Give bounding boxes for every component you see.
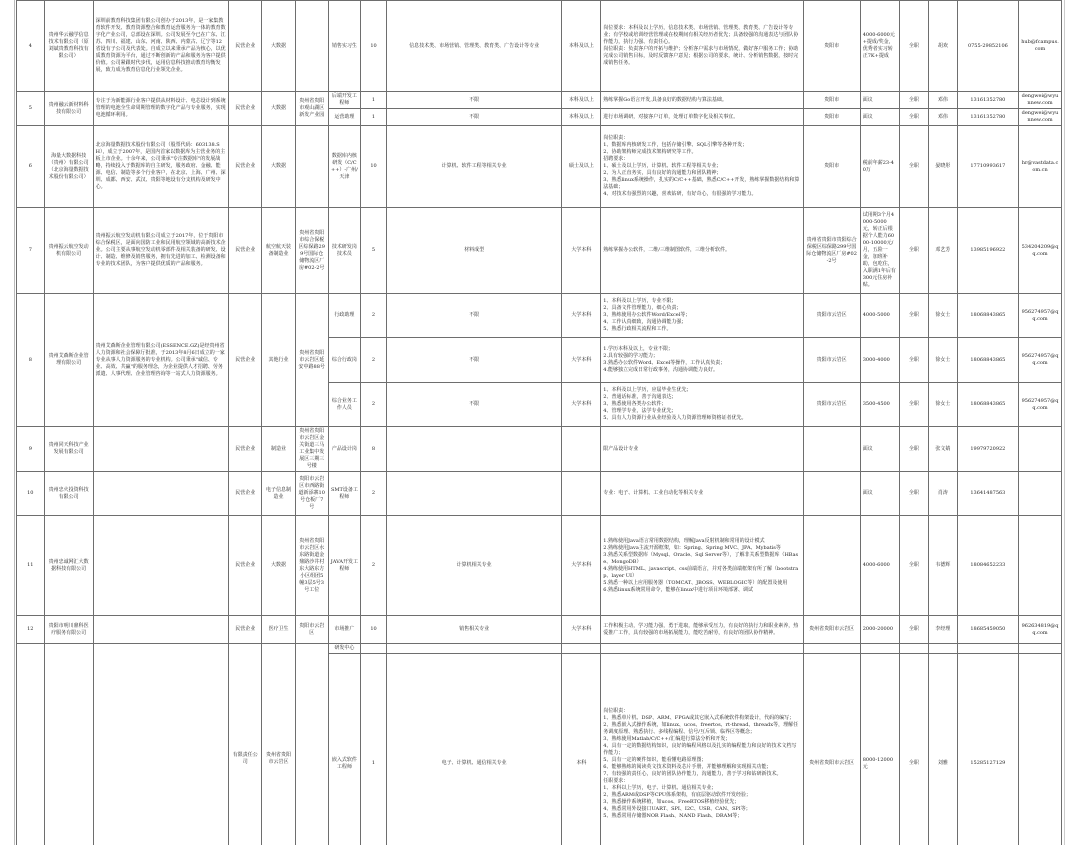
company-address: 贵阳市云岩区 xyxy=(295,616,328,644)
row-number xyxy=(17,644,45,845)
job-type: 全职 xyxy=(899,294,929,338)
job-location: 贵州省贵阳市云岩区 xyxy=(803,654,860,845)
job-education: 大学本科 xyxy=(562,208,601,294)
job-headcount: 10 xyxy=(361,616,387,644)
table-row xyxy=(17,294,1062,338)
company-address xyxy=(295,126,328,208)
job-location: 贵州省贵阳市云岩区 xyxy=(803,616,860,644)
job-type: 全职 xyxy=(899,208,929,294)
company-address: 贵州省贵阳市云岩区金关街道三马工业集中发展区三期三号楼 xyxy=(295,427,328,472)
contact-phone: 13161352780 xyxy=(957,92,1018,109)
job-type: 全职 xyxy=(899,516,929,616)
job-location: 贵阳市 xyxy=(803,109,860,126)
company-industry: 制造业 xyxy=(262,427,296,472)
job-headcount: 2 xyxy=(361,516,387,616)
job-salary: 试用期3个月4000-5000元，转正后根据个人能力6000-10000元/月，五险一金，加班补助，包吃住，入职满1年后有300元住房补贴。 xyxy=(860,208,899,294)
company-industry: 大数据 xyxy=(262,126,296,208)
contact-email: 956274957@qq.com xyxy=(1019,294,1062,338)
job-headcount: 2 xyxy=(361,338,387,383)
company-nature: 民营企业 xyxy=(229,92,262,126)
job-headcount: 1 xyxy=(361,654,387,845)
job-requirements: 熟练掌握办公软件，二维/三维制图软件，三维分析软件。 xyxy=(601,208,803,294)
job-title: 嵌入式软件工程师 xyxy=(328,654,361,845)
job-location xyxy=(803,516,860,616)
job-requirements: 1、本科及以上学历，专业不限； 2、具备文件管理能力，细心负责； 3、熟练使用办公软件Word/Excel等； 4、工作认真细致，沟通协调能力强； 5、熟悉行政相关流程和工作。 xyxy=(601,294,803,338)
company-nature: 民营企业 xyxy=(229,126,262,208)
row-number: 5 xyxy=(17,92,45,126)
job-education: 大学本科 xyxy=(562,338,601,383)
job-title: 市场推广 xyxy=(328,616,361,644)
job-title: SMT设备工程师 xyxy=(328,472,361,516)
row-number: 10 xyxy=(17,472,45,516)
job-salary: 面议 xyxy=(860,427,899,472)
company-name: 贵州融云新材料科技有限公司 xyxy=(44,92,93,126)
job-requirements xyxy=(601,644,803,654)
job-requirements: 工作积极主动，学习能力强，勇于进取，能够承受压力，有良好的执行力和职业素养，热爱推广工作，具有较强的市场拓展能力，能吃苦耐劳，有良好的团队协作精神。 xyxy=(601,616,803,644)
contact-phone: 18068843865 xyxy=(957,294,1018,338)
contact-person: 刘雅 xyxy=(929,654,958,845)
job-requirements: 专业：电子、计算机、工业自动化等相关专业 xyxy=(601,472,803,516)
contact-phone: 18068843865 xyxy=(957,383,1018,427)
job-requirements: 进行市场调研，对接客户订单，处理订单数字化及相关事宜。 xyxy=(601,109,803,126)
contact-phone xyxy=(957,644,1018,654)
company-intro: 北京海量数据技术股份有限公司（股票代码：603138.SH），成立于2007年，是国内首家以数据库为主营业务的主板上市企业。十余年来，公司秉承"专注数据库"的发展战略，持续投入于数据库的自主研发，服务政府、金融、能源、电信、制造等多个行业客户，在北京、上海、广州、深圳、成都、西安、武汉、贵阳等地设有分支机构及研发中心。 xyxy=(93,126,229,208)
job-major: 计算机相关专业 xyxy=(386,516,562,616)
right-margin-line xyxy=(1064,0,1065,845)
contact-email xyxy=(1019,427,1062,472)
contact-person xyxy=(929,644,958,654)
company-industry: 航空航天装备制造业 xyxy=(262,208,296,294)
job-location xyxy=(803,644,860,654)
contact-person: 徐女士 xyxy=(929,383,958,427)
job-location: 贵阳市 xyxy=(803,92,860,109)
contact-email xyxy=(1019,516,1062,616)
job-location: 贵阳市 xyxy=(803,126,860,208)
job-title: 综合业务工作人员 xyxy=(328,383,361,427)
job-headcount xyxy=(361,644,387,654)
job-salary: 4000-6000元+提成/奖金，优秀者实习转正7K+提成 xyxy=(860,1,899,92)
contact-email xyxy=(1019,472,1062,516)
company-name: 贵州振云航空发动机有限公司 xyxy=(44,208,93,294)
job-salary: 3500-4500 xyxy=(860,383,899,427)
contact-phone: 18068843865 xyxy=(957,338,1018,383)
job-type xyxy=(899,644,929,654)
job-education: 大学本科 xyxy=(562,516,601,616)
job-salary: 3000-4000 xyxy=(860,338,899,383)
contact-email xyxy=(1019,644,1062,654)
contact-person: 徐女士 xyxy=(929,294,958,338)
company-intro: 深圳前教育科技集团有限公司创办于2013年，是一家集教育软件开发、教育资源整合和教育运营服务为一体的教育数字化产业公司，总部设在深圳。公司发展至今已在广东、江苏、四川、福建、山东、河南、陕西、内蒙古、辽宁等12省设有子公司及代表处。自成立以来秉承产品为核心，以优质教育资源为平台，通过不断创新的产品和服务为客户提供价值。公司紧跟时代步伐，运用信息科技推动教育均衡发展，致力成为教育信息化行业领先企业。 xyxy=(93,1,229,92)
job-type: 全职 xyxy=(899,338,929,383)
company-intro: 专注于为新能源行业客户提供从材料设计、电芯设计到系统管理的电池全生命周期管理的数字化产品与专业服务，实现电池循环利用。 xyxy=(93,92,229,126)
company-industry: 大数据 xyxy=(262,92,296,126)
company-name xyxy=(44,644,93,845)
job-headcount: 2 xyxy=(361,472,387,516)
job-major: 电子、计算机、通信相关专业 xyxy=(386,654,562,845)
company-address: 贵阳市云岩区市西路街道新添寨10号仓板厂7号 xyxy=(295,472,328,516)
contact-email: hr@vastdata.com.cn xyxy=(1019,126,1062,208)
job-headcount: 10 xyxy=(361,1,387,92)
contact-person: 晏晓彤 xyxy=(929,126,958,208)
job-requirements: 1.熟练使用Java语言常用数据结构，理解Java反射机制和常用的设计模式 2.熟练使用Java主流开源框架，如：Spring、Spring MVC、JPA、Mybatis等 3.熟悉关系型数据库（Mysql、Oracle、Sql Server等），了解非关系型数据库（HBase、MongoDB） 4.熟练使用HTML、javascript、css前端语言，并对各类前端框架有所了解（bootstrap、layer UI） 5.熟悉一种以上应用服务器（TOMCAT、JBOSS、WEBLOGIC等）的配置及使用 6.熟悉linux系统常用命令，能够在linux中进行项目环境部署、调试 xyxy=(601,516,803,616)
company-address: 贵州省贵阳市观山湖区新发产业园 xyxy=(295,92,328,126)
job-major: 不限 xyxy=(386,338,562,383)
table-row xyxy=(17,427,1062,472)
job-salary: 4000-6000 xyxy=(860,516,899,616)
company-name: 贵阳市明川鼎科医疗服务有限公司 xyxy=(44,616,93,644)
job-requirements: 1.学历本科及以上，专业不限； 2.具有较强的学习能力； 3.熟悉办公软件Word、Excel等操作，工作认真负责； 4.能够独立完成日常行政事务，沟通协调能力良好。 xyxy=(601,338,803,383)
job-title: 后端开发工程师 xyxy=(328,92,361,109)
job-location: 贵阳市云岩区 xyxy=(803,338,860,383)
contact-phone: 18685459050 xyxy=(957,616,1018,644)
company-industry: 大数据 xyxy=(262,516,296,616)
company-intro xyxy=(93,472,229,516)
job-education: 硕士及以上 xyxy=(562,126,601,208)
job-salary: 面议 xyxy=(860,92,899,109)
job-education: 本科 xyxy=(562,654,601,845)
job-salary: 税前年薪23-40万 xyxy=(860,126,899,208)
contact-person: 李经理 xyxy=(929,616,958,644)
row-number: 6 xyxy=(17,126,45,208)
job-education: 本科及以上 xyxy=(562,109,601,126)
job-major: 不限 xyxy=(386,109,562,126)
job-major xyxy=(386,427,562,472)
job-type: 全职 xyxy=(899,1,929,92)
job-requirements: 1、本科及以上学历，应届毕业生优先； 2、普通话标准，善于沟通表达； 3、熟悉使用各类办公软件； 4、管理学专业，法学专业优先； 5、具有人力资源行业从业经验及人力资源管理师资格证者优先。 xyxy=(601,383,803,427)
job-type: 全职 xyxy=(899,109,929,126)
table-row xyxy=(17,516,1062,616)
contact-person: 胡欢 xyxy=(929,1,958,92)
table-row xyxy=(17,472,1062,516)
table-row xyxy=(17,126,1062,208)
contact-person: 张文婧 xyxy=(929,427,958,472)
job-education: 本科及以上 xyxy=(562,92,601,109)
company-intro: 贵州振云航空发动机有限公司成立于2017年，位于贵阳市综合保税区，是面向国防工业和民用航空领域的高新技术企业。公司主要从事航空发动机零部件及相关装备的研发、设计、制造、维修及销售服务，拥有先进的加工、检测设备和专业的技术团队，为客户提供优质的产品和服务。 xyxy=(93,208,229,294)
job-location: 贵州省贵阳市贵阳综合保税区综保路299号国际仓储物流区厂房#02-2号 xyxy=(803,208,860,294)
job-major: 不限 xyxy=(386,294,562,338)
company-address xyxy=(295,1,328,92)
job-type: 全职 xyxy=(899,383,929,427)
job-requirements: 岗位职责： 1、数据库内核研发工作，包括存储引擎、SQL引擎等各种开发； 2、协助架构师完成技术架构研究等工作。 招聘要求： 1、硕士及以上学历，计算机、软件工程等相关专业； 2、为人正直务实，具有良好的沟通能力和团队精神； 3、熟悉linux系统操作，扎实的C/C++基础，熟悉C/C++开发，熟练掌握数据结构和算法基础； 4、对技术有强烈的兴趣，喜欢钻研，有好奇心，有很强的学习能力。 xyxy=(601,126,803,208)
job-major: 销售相关专业 xyxy=(386,616,562,644)
table-row xyxy=(17,1,1062,92)
company-intro xyxy=(93,616,229,644)
company-industry: 医疗卫生 xyxy=(262,616,296,644)
contact-person: 肖涛 xyxy=(929,472,958,516)
job-salary: 2000-20000 xyxy=(860,616,899,644)
job-requirements: 限产品设计专业 xyxy=(601,427,803,472)
job-title: 产品设计岗 xyxy=(328,427,361,472)
contact-phone: 13985196922 xyxy=(957,208,1018,294)
company-nature: 民营企业 xyxy=(229,294,262,427)
job-salary: 面议 xyxy=(860,109,899,126)
contact-phone: 15285127129 xyxy=(957,654,1018,845)
company-nature: 民营企业 xyxy=(229,1,262,92)
job-major: 不限 xyxy=(386,383,562,427)
table-row xyxy=(17,644,1062,654)
contact-phone: 13161352780 xyxy=(957,109,1018,126)
job-major: 材料成型 xyxy=(386,208,562,294)
job-education: 大学本科 xyxy=(562,294,601,338)
contact-email xyxy=(1019,654,1062,845)
company-intro xyxy=(93,516,229,616)
contact-email: 956274957@qq.com xyxy=(1019,338,1062,383)
company-name: 贵州华云融学信息技术有限公司（原刘斌贵教育科技有限公司） xyxy=(44,1,93,92)
job-type: 全职 xyxy=(899,654,929,845)
contact-phone: 17710993617 xyxy=(957,126,1018,208)
company-name: 贵州忠诚网汇大数据科技有限公司 xyxy=(44,516,93,616)
job-title: 研发中心 xyxy=(328,644,361,654)
left-margin-line xyxy=(14,0,15,845)
contact-person: 邓伟 xyxy=(929,109,958,126)
company-nature: 民营企业 xyxy=(229,472,262,516)
company-intro xyxy=(93,427,229,472)
contact-person: 邓伟 xyxy=(929,92,958,109)
company-nature: 民营企业 xyxy=(229,208,262,294)
job-title: 数据库内核研发（C/C++）-广州/天津 xyxy=(328,126,361,208)
job-major xyxy=(386,644,562,654)
job-location xyxy=(803,427,860,472)
job-major: 信息技术类、市场营销、管理类、教育类、广告设计等专业 xyxy=(386,1,562,92)
company-industry: 贵州省贵阳市云岩区 xyxy=(262,644,296,845)
company-address: 贵州省贵阳市云岩区水东路街道金鼎路沙井村东大路东方小区组团5幢3层5号3号工位 xyxy=(295,516,328,616)
job-requirements: 岗位要求：本科及以上学历，信息技术类、市场营销、管理类、教育类、广告设计等专业；有学校或培训经营管理或在校期间有相关经历者优先；具备较强的沟通表达与团队协作能力，执行力强、有责任心。 岗位职责：负责客户的开拓与维护；分析客户需求与市场情况，做好客户服务工作；协助完成公司销售目标，及时反馈客户意见；根据公司的要求，统计、分析销售数据，按时完成销售任务。 xyxy=(601,1,803,92)
table-row xyxy=(17,92,1062,109)
job-type: 全职 xyxy=(899,472,929,516)
contact-email: dengwei@wyunnew.com xyxy=(1019,109,1062,126)
contact-phone: 19979720922 xyxy=(957,427,1018,472)
job-headcount: 5 xyxy=(361,208,387,294)
job-type: 全职 xyxy=(899,126,929,208)
job-major: 不限 xyxy=(386,92,562,109)
contact-email: dengwei@wyunnew.com xyxy=(1019,92,1062,109)
company-address: 贵州省贵阳市综合保税区综保路299号国际仓储物流区厂房#02-2号 xyxy=(295,208,328,294)
contact-email: 962634819@qq.com xyxy=(1019,616,1062,644)
job-education xyxy=(562,427,601,472)
contact-email: 534204209@qq.com xyxy=(1019,208,1062,294)
contact-email: hub@fcampus.com xyxy=(1019,1,1062,92)
job-salary: 4000-5000 xyxy=(860,294,899,338)
job-education xyxy=(562,472,601,516)
contact-email: 956274957@qq.com xyxy=(1019,383,1062,427)
job-headcount: 10 xyxy=(361,126,387,208)
job-major: 计算机、软件工程等相关专业 xyxy=(386,126,562,208)
job-headcount: 2 xyxy=(361,294,387,338)
job-salary: 面议 xyxy=(860,472,899,516)
job-education: 本科及以上 xyxy=(562,1,601,92)
contact-person: 徐女士 xyxy=(929,338,958,383)
company-address: 贵州省贵阳市云岩区延安中路88号 xyxy=(295,294,328,427)
company-intro: 贵州艾森斯企业管理有限公司(ESSENCE.GZ)是经贵州省人力资源和社会保障厅批准，于2013年8月6日成立的一家专业从事人力资源服务的专业机构。公司秉承"诚信、专业、高效、共赢"的服务理念，为企业提供人才招聘、劳务派遣、人事代理、企业管理咨询等一站式人力资源服务。 xyxy=(93,294,229,427)
job-salary xyxy=(860,644,899,654)
job-headcount: 2 xyxy=(361,383,387,427)
job-major xyxy=(386,472,562,516)
company-nature: 民营企业 xyxy=(229,516,262,616)
row-number: 7 xyxy=(17,208,45,294)
company-intro xyxy=(93,644,229,845)
job-headcount: 8 xyxy=(361,427,387,472)
company-industry: 电子信息制造业 xyxy=(262,472,296,516)
job-location: 贵阳市云岩区 xyxy=(803,383,860,427)
row-number: 12 xyxy=(17,616,45,644)
job-type: 全职 xyxy=(899,92,929,109)
contact-phone: 13641487563 xyxy=(957,472,1018,516)
company-name: 贵州艾森斯企业管理有限公司 xyxy=(44,294,93,427)
job-title: JAVA开发工程师 xyxy=(328,516,361,616)
recruitment-table xyxy=(16,0,1062,845)
company-name: 贵州忠火投资科技有限公司 xyxy=(44,472,93,516)
job-education: 大学本科 xyxy=(562,616,601,644)
job-salary: 8000-12000元 xyxy=(860,654,899,845)
row-number: 8 xyxy=(17,294,45,427)
company-industry: 其他行业 xyxy=(262,294,296,427)
company-name: 贵州同天科技产业发展有限公司 xyxy=(44,427,93,472)
row-number: 4 xyxy=(17,1,45,92)
job-title: 销售实习生 xyxy=(328,1,361,92)
job-type: 全职 xyxy=(899,616,929,644)
job-headcount: 1 xyxy=(361,109,387,126)
contact-phone: 0755-29852106 xyxy=(957,1,1018,92)
contact-person: 韦德辉 xyxy=(929,516,958,616)
job-title: 技术研发岗技术员 xyxy=(328,208,361,294)
job-type: 全职 xyxy=(899,427,929,472)
company-industry: 大数据 xyxy=(262,1,296,92)
job-location: 贵阳市 xyxy=(803,1,860,92)
job-title: 综合行政岗 xyxy=(328,338,361,383)
company-nature: 有限责任公司 xyxy=(229,644,262,845)
job-requirements: 熟练掌握Go语言开发,具备良好的数据结构与算法基础。 xyxy=(601,92,803,109)
job-location: 贵阳市云岩区 xyxy=(803,294,860,338)
row-number: 11 xyxy=(17,516,45,616)
job-location xyxy=(803,472,860,516)
job-title: 行政助理 xyxy=(328,294,361,338)
contact-person: 邓艺芳 xyxy=(929,208,958,294)
job-headcount: 1 xyxy=(361,92,387,109)
table-row xyxy=(17,616,1062,644)
company-nature: 民营企业 xyxy=(229,427,262,472)
company-address xyxy=(295,644,328,845)
row-number: 9 xyxy=(17,427,45,472)
job-requirements: 岗位职责： 1、熟悉单片机、DSP、ARM、FPGA或其它嵌入式系统软件构架设计，代码的编写； 2、熟悉嵌入式操作系统，如linux、ucos、freertos、rt-thread、threadx等，理解任务调度原理、熟悉执行、多线程编程、信号/互斥锁、临界区等概念； 3、熟练使用Matlab/C/C++/汇编进行算法分析和开发； 4、具有一定的数据结构知识，良好的编程风格以及扎实的编程能力和良好的技术文档写作能力； 5、具有一定的硬件知识，能看懂电路原理图； 6、能够熟练的阅读英文技术资料及芯片手册，并能够理解和实现相关功能； 7、有较强的责任心，良好的团队协作能力，沟通能力，善于学习和钻研新技术。 任职要求： 1、本科以上学历，电子、计算机、通信相关专业； 2、熟悉ARM或DSP等CPU体系架构，有底层驱动软件开发经验； 3、熟悉操作系统移植，如ucos、FreeRTOS移植经验优先； 4、熟悉常用外设接口UART、SPI、I2C、USB、CAN、SPI等； 5、熟悉常用存储器NOR Flash、NAND Flash、DRAM等； xyxy=(601,654,803,845)
job-education xyxy=(562,644,601,654)
table-row xyxy=(17,208,1062,294)
company-nature: 民营企业 xyxy=(229,616,262,644)
contact-phone: 18084652233 xyxy=(957,516,1018,616)
job-education: 大学本科 xyxy=(562,383,601,427)
job-title: 运营助理 xyxy=(328,109,361,126)
company-name: 海量大数据科技（贵州）有限公司（北京海量数据技术股份有限公司） xyxy=(44,126,93,208)
